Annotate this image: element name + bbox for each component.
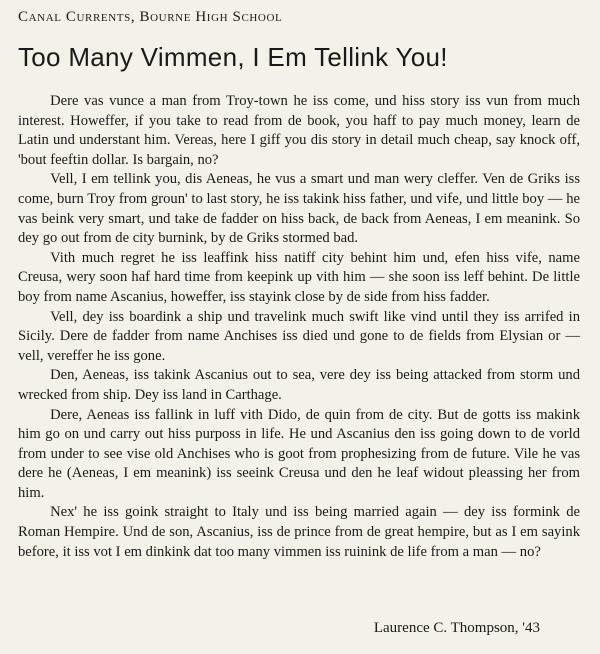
paragraph-3: Vith much regret he iss leaffink hiss natiff city behint him und, efen hiss vife, name Creusa, wery soon haf hard time from keepink up vith him — she soon iss leff behint. De little boy from name Ascanius, howeffer, iss stayink close by de side from hiss fadder.	[18, 249, 580, 305]
paragraph-2: Vell, I em tellink you, dis Aeneas, he vus a smart und man wery cleffer. Ven de Griks iss come, burn Troy from groun' to last story, he iss takink hiss father, und vife, und little boy — he vas beink very smart, und take de fadder on hiss back, de back from Aeneas, I em meanink. So dey go out from de city burnink, by de Griks stormed bad.	[18, 171, 580, 247]
paragraph-5: Den, Aeneas, iss takink Ascanius out to sea, vere dey iss being attacked from storm und wrecked from ship. Dey iss land in Carthage.	[18, 367, 580, 403]
paragraph-1: Dere vas vunce a man from Troy-town he iss come, und hiss story iss vun from much interest. Howeffer, if you take to read from de book, you haff to pay much money, learn de Latin und understant him. Vereas, here I giff you dis story in detail much cheap, say knock off, 'bout feeftin dollar. Is bargain, no?	[18, 93, 580, 168]
paragraph-7: Nex' he iss goink straight to Italy und iss being married again — dey iss formink de Roman Hempire. Und de son, Ascanius, iss de prince from de great hempire, but as I em sayink before, it iss vot I em dinkink dat too many vimmen iss ruinink de life from a man — no?	[18, 504, 580, 560]
paragraph-4: Vell, dey iss boardink a ship und travelink much swift like vind until they iss arrifed in Sicily. Dere de fadder from name Anchises iss died und gone to de fields from Elysian or — vell, vereffer he iss gone.	[18, 308, 580, 364]
running-head: Canal Currents, Bourne High School	[18, 9, 283, 25]
article-title: Too Many Vimmen, I Em Tellink You!	[18, 42, 448, 72]
author-signature: Laurence C. Thompson, '43	[373, 620, 540, 636]
article-body	[18, 92, 580, 562]
paragraph-6: Dere, Aeneas iss fallink in luff vith Dido, de quin from de city. But de gotts iss makink him go on und carry out hiss purposs in life. He und Ascanius den iss going down to de vorld from under to see vise old Anchises who is goot from prophesizing from de future. Vile he vas dere he (Aeneas, I em meanink) iss seeink Creusa und den he leaf widout pleassing her from him.	[18, 406, 580, 501]
